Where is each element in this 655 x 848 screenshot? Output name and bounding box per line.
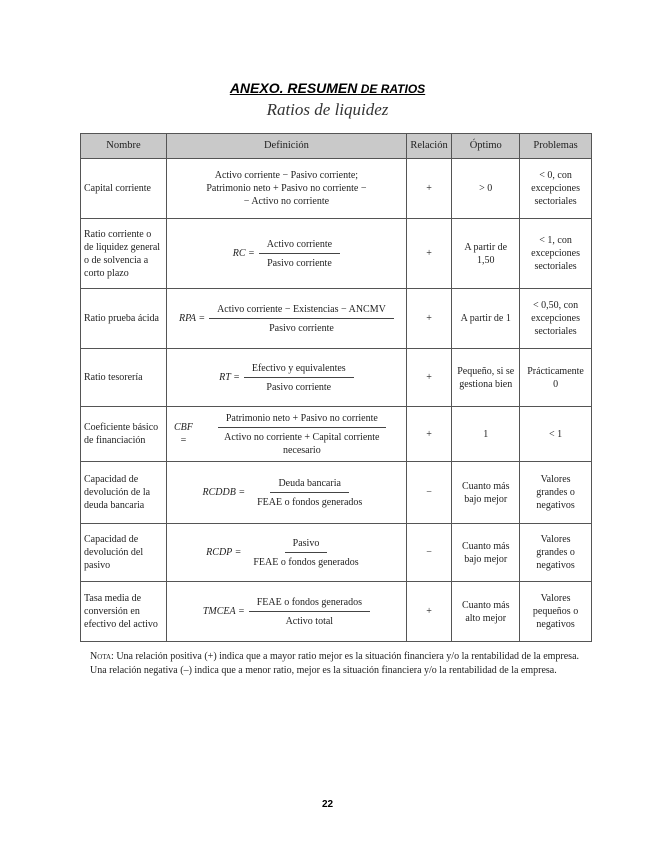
optimum-line: Cuanto más bbox=[461, 540, 510, 552]
optimum-line: Cuanto más bbox=[461, 599, 510, 611]
ratio-formula bbox=[233, 238, 340, 270]
problems-line: Valores bbox=[540, 534, 571, 545]
problems-line: negativos bbox=[536, 500, 575, 511]
ratio-optimum: 1 bbox=[452, 407, 520, 462]
ratio-relation: + bbox=[406, 159, 452, 219]
optimum-line: 1,50 bbox=[476, 254, 495, 266]
ratio-name: Ratio prueba ácida bbox=[81, 289, 167, 349]
title-rest: DE RATIOS bbox=[357, 82, 426, 96]
ratio-relation: + bbox=[406, 407, 452, 462]
ratio-name: Coeficiente básico de financiación bbox=[81, 407, 167, 462]
problems-line: sectoriales bbox=[534, 196, 577, 207]
ratio-optimum bbox=[452, 582, 520, 642]
ratio-definition bbox=[167, 159, 407, 219]
formula-denominator: Pasivo corriente bbox=[267, 257, 332, 269]
ratio-name: Ratio corriente o de liquidez general o de solvencia a corto plazo bbox=[81, 219, 167, 289]
ratio-relation: + bbox=[406, 349, 452, 407]
ratio-optimum bbox=[452, 219, 520, 289]
problems-line: < 0, con bbox=[539, 170, 572, 181]
ratio-formula bbox=[206, 537, 366, 569]
ratio-optimum bbox=[452, 349, 520, 407]
formula-numerator: Patrimonio neto + Pasivo no corriente bbox=[218, 412, 386, 428]
table-row bbox=[81, 349, 592, 407]
formula-symbol: RCDP = bbox=[206, 547, 242, 558]
table-note bbox=[90, 650, 610, 678]
problems-line: sectoriales bbox=[534, 326, 577, 337]
ratio-name: Capital corriente bbox=[81, 159, 167, 219]
header-nombre: Nombre bbox=[81, 134, 167, 159]
ratio-optimum: > 0 bbox=[452, 159, 520, 219]
formula-denominator: FEAE o fondos generados bbox=[257, 496, 363, 508]
header-optimo: Óptimo bbox=[452, 134, 520, 159]
ratios-table bbox=[80, 133, 592, 642]
problems-line: pequeños o bbox=[532, 606, 579, 617]
optimum-line: bajo mejor bbox=[464, 493, 508, 505]
formula-numerator: Activo corriente − Existencias − ANCMV bbox=[209, 303, 394, 319]
formula-numerator: Pasivo bbox=[285, 537, 328, 553]
problems-line: Valores bbox=[540, 474, 571, 485]
table-header-row bbox=[81, 134, 592, 159]
table-row bbox=[81, 582, 592, 642]
definition-line: Activo corriente − Pasivo corriente; bbox=[214, 170, 359, 181]
ratio-problems bbox=[520, 289, 592, 349]
problems-line: negativos bbox=[536, 619, 575, 630]
header-definicion: Definición bbox=[167, 134, 407, 159]
optimum-line: Pequeño, si se bbox=[457, 365, 515, 377]
formula-symbol: RPA = bbox=[178, 313, 206, 324]
formula-symbol: TMCEA = bbox=[202, 606, 245, 617]
optimum-line: bajo mejor bbox=[464, 553, 508, 565]
problems-line: < 0,50, con bbox=[533, 300, 579, 311]
ratio-definition bbox=[167, 289, 407, 349]
ratio-problems bbox=[520, 524, 592, 582]
ratio-definition bbox=[167, 407, 407, 462]
ratio-optimum bbox=[452, 462, 520, 524]
header-relacion: Relación bbox=[406, 134, 452, 159]
ratio-problems bbox=[520, 219, 592, 289]
ratio-formula bbox=[219, 362, 354, 394]
formula-numerator: Efectivo y equivalentes bbox=[244, 362, 354, 378]
optimum-line: A partir de bbox=[464, 241, 508, 253]
ratio-relation: + bbox=[406, 582, 452, 642]
formula-symbol: CBF = bbox=[173, 422, 193, 446]
problems-line: grandes o bbox=[536, 487, 575, 498]
ratio-relation: + bbox=[406, 289, 452, 349]
formula-denominator: Pasivo corriente bbox=[266, 381, 332, 393]
ratio-relation: + bbox=[406, 219, 452, 289]
table-row bbox=[81, 159, 592, 219]
ratio-optimum: A partir de 1 bbox=[452, 289, 520, 349]
note-text-1: Una relación positiva (+) indica que a mayor ratio mejor es la situación financiera y/o la rentabilidad de la empresa. bbox=[113, 651, 580, 662]
problems-line: Prácticamente bbox=[527, 365, 584, 377]
ratio-name: Ratio tesorería bbox=[81, 349, 167, 407]
problems-line: grandes o bbox=[536, 547, 575, 558]
ratio-problems bbox=[520, 159, 592, 219]
ratio-name: Tasa media de conversión en efectivo del activo bbox=[81, 582, 167, 642]
ratio-problems bbox=[520, 349, 592, 407]
ratio-definition bbox=[167, 462, 407, 524]
ratio-optimum bbox=[452, 524, 520, 582]
ratio-relation: − bbox=[406, 524, 452, 582]
ratio-definition bbox=[167, 219, 407, 289]
ratio-problems bbox=[520, 462, 592, 524]
table-row bbox=[81, 524, 592, 582]
document-title bbox=[0, 80, 655, 96]
formula-numerator: Activo corriente bbox=[259, 238, 340, 254]
ratio-definition bbox=[167, 349, 407, 407]
problems-line: excepciones bbox=[531, 313, 580, 324]
ratio-name: Capacidad de devolución de la deuda bancaria bbox=[81, 462, 167, 524]
formula-numerator: FEAE o fondos generados bbox=[249, 596, 370, 612]
ratio-name: Capacidad de devolución del pasivo bbox=[81, 524, 167, 582]
ratio-definition bbox=[167, 582, 407, 642]
formula-denominator: Activo total bbox=[285, 615, 334, 627]
ratio-definition bbox=[167, 524, 407, 582]
ratio-formula bbox=[203, 596, 370, 628]
note-line-1 bbox=[90, 650, 610, 664]
header-problemas: Problemas bbox=[520, 134, 592, 159]
formula-symbol: RC = bbox=[232, 248, 255, 259]
formula-denominator: Pasivo corriente bbox=[269, 322, 334, 334]
problems-line: 0 bbox=[553, 378, 559, 390]
ratio-formula bbox=[179, 303, 394, 335]
ratio-formula bbox=[170, 412, 403, 457]
problems-line: negativos bbox=[536, 560, 575, 571]
note-text-2: Una relación negativa (–) indica que a menor ratio, mejor es la situación financiera y/o la rentabilidad de la empresa. bbox=[90, 665, 557, 676]
title-main: ANEXO. RESUMEN bbox=[229, 80, 358, 96]
table-row bbox=[81, 289, 592, 349]
formula-denominator: FEAE o fondos generados bbox=[253, 556, 359, 568]
table-row bbox=[81, 407, 592, 462]
problems-line: sectoriales bbox=[534, 261, 577, 272]
problems-line: excepciones bbox=[531, 183, 580, 194]
table-row bbox=[81, 219, 592, 289]
problems-line: < 1, con bbox=[539, 235, 572, 246]
ratio-relation: − bbox=[406, 462, 452, 524]
section-subtitle: Ratios de liquidez bbox=[266, 100, 389, 119]
ratio-problems bbox=[520, 407, 592, 462]
optimum-line: Cuanto más bbox=[461, 480, 510, 492]
formula-denominator: Activo no corriente + Capital corriente necesario bbox=[224, 431, 380, 456]
ratio-problems bbox=[520, 582, 592, 642]
definition-line: − Activo no corriente bbox=[243, 196, 330, 207]
note-label: Nota: bbox=[90, 651, 114, 662]
problems-line: Valores bbox=[540, 593, 571, 604]
ratio-formula bbox=[202, 477, 370, 509]
table-row bbox=[81, 462, 592, 524]
formula-symbol: RCDDB = bbox=[202, 487, 246, 498]
formula-symbol: RT = bbox=[219, 372, 240, 383]
problems-line: excepciones bbox=[531, 248, 580, 259]
problems-line: < 1 bbox=[548, 428, 563, 440]
optimum-line: gestiona bien bbox=[459, 378, 513, 390]
page-number: 22 bbox=[321, 799, 334, 810]
optimum-line: alto mejor bbox=[465, 612, 507, 624]
formula-numerator: Deuda bancaria bbox=[270, 477, 348, 493]
definition-line: Patrimonio neto + Pasivo no corriente − bbox=[206, 183, 367, 194]
